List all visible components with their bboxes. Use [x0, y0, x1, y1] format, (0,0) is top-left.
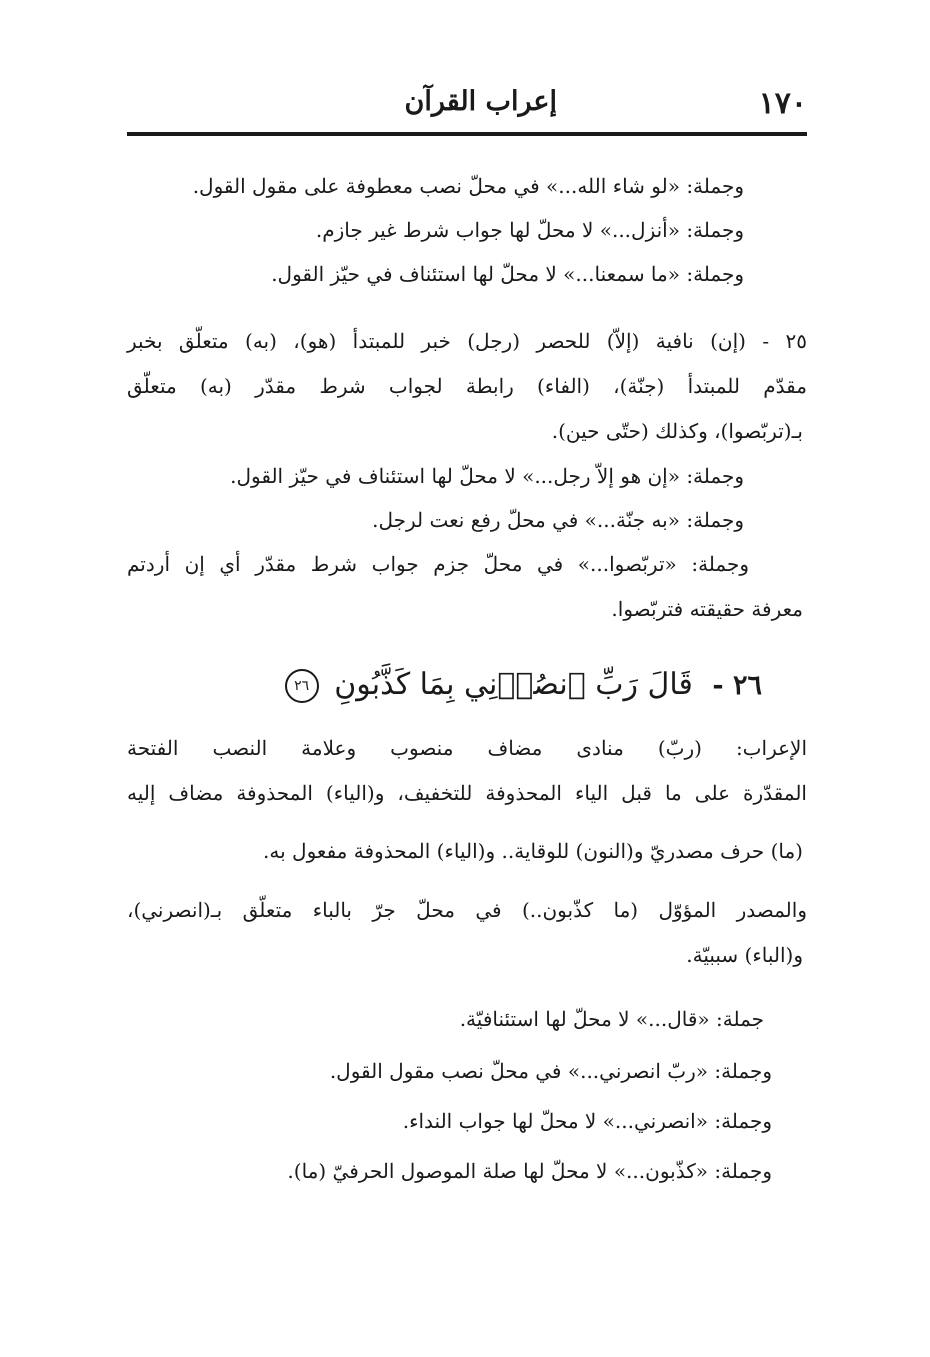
- irab-line: المقدّرة على ما قبل الياء المحذوفة للتخفيف، و(الياء) المحذوفة مضاف إليه: [127, 781, 807, 805]
- running-title: إعراب القرآن: [404, 86, 557, 117]
- quran-verse-text: قَالَ رَبِّ ٱنصُرۡنِي بِمَا كَذَّبُونِ: [334, 667, 693, 702]
- verse25-paragraph-line: مقدّم للمبتدأ (جنّة)، (الفاء) رابطة لجواب شرط مقدّر (به) متعلّق: [127, 374, 807, 398]
- header-rule: [127, 132, 807, 136]
- sentence-line: وجملة: «كذّبون...» لا محلّ لها صلة الموصول الحرفيّ (ما).: [287, 1159, 772, 1183]
- sentence-line: وجملة: «لو شاء الله...» في محلّ نصب معطوفة على مقول القول.: [192, 174, 744, 198]
- verse26-heading: [285, 660, 762, 711]
- verse25-paragraph-line: ٢٥ - (إن) نافية (إلاّ) للحصر (رجل) خبر للمبتدأ (هو)، (به) متعلّق بخبر: [127, 329, 807, 353]
- sentence-line: وجملة: «تربّصوا...» في محلّ جزم جواب شرط مقدّر أي إن أردتم: [127, 552, 749, 576]
- sentence-line: وجملة: «أنزل...» لا محلّ لها جواب شرط غير جازم.: [315, 218, 744, 242]
- page-header: [127, 78, 807, 130]
- page-number: ١٧٠: [758, 86, 807, 121]
- sentence-line: وجملة: «به جنّة...» في محلّ رفع نعت لرجل.: [372, 508, 744, 532]
- irab-line: الإعراب: (ربّ) منادى مضاف منصوب وعلامة النصب الفتحة: [127, 736, 807, 760]
- sentence-line: وجملة: «إن هو إلاّ رجل...» لا محلّ لها استئناف في حيّز القول.: [230, 464, 744, 488]
- verse25-paragraph-line: بـ(تربّصوا)، وكذلك (حتّى حين).: [551, 419, 803, 443]
- verse-number: ٢٦ -: [712, 670, 762, 701]
- masdar-line: والمصدر المؤوّل (ما كذّبون..) في محلّ جرّ بالباء متعلّق بـ(انصرني)،: [127, 898, 807, 922]
- ayah-end-marker: ٢٦: [285, 669, 319, 703]
- sentence-line: جملة: «قال...» لا محلّ لها استئنافيّة.: [459, 1007, 764, 1031]
- sentence-line: وجملة: «ما سمعنا...» لا محلّ لها استئناف في حيّز القول.: [271, 262, 744, 286]
- masdar-line: و(الباء) سببيّة.: [686, 943, 803, 967]
- sentence-line: وجملة: «ربّ انصرني...» في محلّ نصب مقول القول.: [329, 1059, 772, 1083]
- sentence-line: معرفة حقيقته فتربّصوا.: [611, 597, 803, 621]
- sentence-line: وجملة: «انصرني...» لا محلّ لها جواب النداء.: [402, 1109, 772, 1133]
- irab-line: (ما) حرف مصدريّ و(النون) للوقاية.. و(الياء) المحذوفة مفعول به.: [263, 839, 803, 863]
